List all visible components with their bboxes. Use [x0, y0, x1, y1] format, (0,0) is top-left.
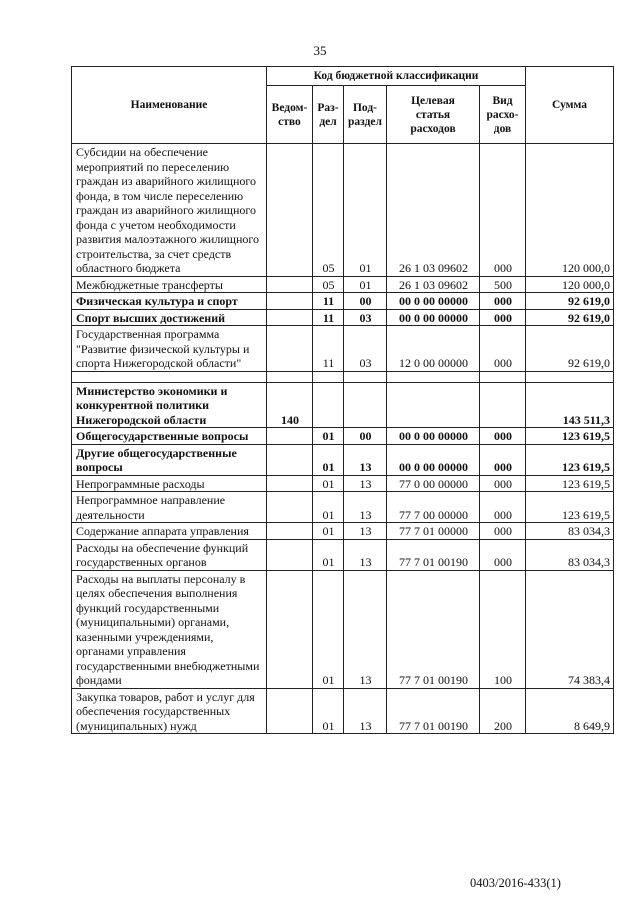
- cell-target-item: 77 7 00 00000: [387, 492, 480, 523]
- header-department-label: Ведом- ство: [271, 101, 308, 128]
- cell-name: Расходы на выплаты персоналу в целях обеспечения выполнения функций государственными (муниципальными) органами, казенными учреждениями, органами управления государственными внебюджетными фондами: [72, 570, 267, 688]
- cell-target-item: 77 7 01 00190: [387, 688, 480, 734]
- cell-department: [267, 144, 313, 277]
- cell-department: [267, 570, 313, 688]
- table-row: [72, 309, 614, 326]
- cell-subsection: [344, 382, 387, 428]
- cell-department: [267, 475, 313, 492]
- document-code: 0403/2016-433(1): [470, 876, 561, 890]
- spacer-cell: [267, 371, 313, 382]
- table-row: [72, 382, 614, 428]
- cell-expense-type: 000: [480, 523, 526, 540]
- cell-name: Межбюджетные трансферты: [72, 276, 267, 293]
- cell-subsection: 00: [344, 428, 387, 445]
- table-row: [72, 475, 614, 492]
- cell-expense-type: 000: [480, 428, 526, 445]
- cell-subsection: 00: [344, 293, 387, 310]
- cell-subsection: 13: [344, 444, 387, 475]
- table-row: [72, 428, 614, 445]
- cell-section: 05: [313, 144, 344, 277]
- cell-subsection: 13: [344, 539, 387, 570]
- header-amount: Сумма: [526, 67, 614, 144]
- table-row: [72, 444, 614, 475]
- cell-section: [313, 382, 344, 428]
- cell-expense-type: 000: [480, 144, 526, 277]
- table-row: [72, 276, 614, 293]
- cell-amount: 92 619,0: [526, 293, 614, 310]
- cell-name: Непрограммное направление деятельности: [72, 492, 267, 523]
- cell-subsection: 13: [344, 475, 387, 492]
- cell-section: 11: [313, 293, 344, 310]
- cell-subsection: 01: [344, 276, 387, 293]
- cell-target-item: 77 7 01 00190: [387, 539, 480, 570]
- cell-amount: 120 000,0: [526, 144, 614, 277]
- cell-department: [267, 293, 313, 310]
- cell-expense-type: 000: [480, 539, 526, 570]
- cell-name: Государственная программа "Развитие физической культуры и спорта Нижегородской области": [72, 326, 267, 372]
- cell-expense-type: [480, 382, 526, 428]
- cell-name: Министерство экономики и конкурентной политики Нижегородской области: [72, 382, 267, 428]
- cell-target-item: 00 0 00 00000: [387, 428, 480, 445]
- cell-target-item: 77 0 00 00000: [387, 475, 480, 492]
- header-subsection-label: Под- раздел: [348, 101, 382, 128]
- cell-subsection: 13: [344, 688, 387, 734]
- cell-amount: 74 383,4: [526, 570, 614, 688]
- cell-amount: 8 649,9: [526, 688, 614, 734]
- cell-department: [267, 309, 313, 326]
- spacer-cell: [480, 371, 526, 382]
- cell-subsection: 13: [344, 570, 387, 688]
- cell-target-item: 77 7 01 00000: [387, 523, 480, 540]
- budget-table: [71, 66, 614, 734]
- cell-target-item: 12 0 00 00000: [387, 326, 480, 372]
- header-expense-type-label: Вид расхо- дов: [486, 94, 519, 135]
- cell-name: Расходы на обеспечение функций государственных органов: [72, 539, 267, 570]
- cell-section: 01: [313, 570, 344, 688]
- cell-expense-type: 000: [480, 475, 526, 492]
- cell-department: [267, 539, 313, 570]
- table-row: [72, 570, 614, 688]
- cell-name: Субсидии на обеспечение мероприятий по переселению граждан из аварийного жилищного фонда, в том числе переселению граждан из аварийного жилищного фонда с учетом необходимости развития малоэтажного жилищного строительства, за счет средств областного бюджета: [72, 144, 267, 277]
- cell-section: 01: [313, 475, 344, 492]
- cell-amount: 123 619,5: [526, 475, 614, 492]
- header-target-item-label: Целевая статья расходов: [410, 94, 456, 135]
- cell-department: [267, 276, 313, 293]
- cell-expense-type: 000: [480, 309, 526, 326]
- cell-expense-type: 500: [480, 276, 526, 293]
- cell-department: [267, 523, 313, 540]
- cell-amount: 123 619,5: [526, 444, 614, 475]
- page-number: 35: [313, 43, 327, 58]
- table-row: [72, 539, 614, 570]
- cell-target-item: 77 7 01 00190: [387, 570, 480, 688]
- cell-amount: 143 511,3: [526, 382, 614, 428]
- cell-target-item: 26 1 03 09602: [387, 144, 480, 277]
- cell-amount: 123 619,5: [526, 492, 614, 523]
- cell-name: Закупка товаров, работ и услуг для обеспечения государственных (муниципальных) нужд: [72, 688, 267, 734]
- table-row: [72, 523, 614, 540]
- cell-subsection: 13: [344, 523, 387, 540]
- cell-expense-type: 000: [480, 492, 526, 523]
- cell-amount: 92 619,0: [526, 309, 614, 326]
- cell-name: Другие общегосударственные вопросы: [72, 444, 267, 475]
- cell-department: [267, 492, 313, 523]
- cell-subsection: 03: [344, 326, 387, 372]
- cell-section: 11: [313, 326, 344, 372]
- cell-department: [267, 326, 313, 372]
- cell-amount: 83 034,3: [526, 539, 614, 570]
- cell-target-item: [387, 382, 480, 428]
- table-body: [72, 144, 614, 734]
- cell-amount: 123 619,5: [526, 428, 614, 445]
- cell-target-item: 00 0 00 00000: [387, 293, 480, 310]
- header-name: Наименование: [72, 67, 267, 144]
- cell-target-item: 00 0 00 00000: [387, 444, 480, 475]
- cell-subsection: 01: [344, 144, 387, 277]
- table-row: [72, 688, 614, 734]
- cell-amount: 83 034,3: [526, 523, 614, 540]
- cell-name: Физическая культура и спорт: [72, 293, 267, 310]
- cell-expense-type: 000: [480, 293, 526, 310]
- cell-amount: 120 000,0: [526, 276, 614, 293]
- cell-subsection: 03: [344, 309, 387, 326]
- cell-section: 01: [313, 428, 344, 445]
- cell-target-item: 00 0 00 00000: [387, 309, 480, 326]
- header-expense-type: [480, 86, 526, 144]
- table-row: [72, 492, 614, 523]
- cell-section: 01: [313, 492, 344, 523]
- header-department: [267, 86, 313, 144]
- cell-name: Содержание аппарата управления: [72, 523, 267, 540]
- cell-department: 140: [267, 382, 313, 428]
- cell-expense-type: 200: [480, 688, 526, 734]
- header-section: [313, 86, 344, 144]
- cell-department: [267, 444, 313, 475]
- cell-section: 11: [313, 309, 344, 326]
- cell-target-item: 26 1 03 09602: [387, 276, 480, 293]
- cell-expense-type: 000: [480, 326, 526, 372]
- table-row: [72, 371, 614, 382]
- header-target-item: [387, 86, 480, 144]
- cell-department: [267, 428, 313, 445]
- table-row: [72, 293, 614, 310]
- header-classification-group: Код бюджетной классификации: [267, 67, 526, 86]
- cell-expense-type: 000: [480, 444, 526, 475]
- cell-amount: 92 619,0: [526, 326, 614, 372]
- spacer-cell: [72, 371, 267, 382]
- spacer-cell: [387, 371, 480, 382]
- cell-section: 01: [313, 523, 344, 540]
- cell-subsection: 13: [344, 492, 387, 523]
- spacer-cell: [344, 371, 387, 382]
- table-row: [72, 144, 614, 277]
- cell-section: 01: [313, 688, 344, 734]
- cell-name: Общегосударственные вопросы: [72, 428, 267, 445]
- cell-name: Спорт высших достижений: [72, 309, 267, 326]
- cell-expense-type: 100: [480, 570, 526, 688]
- cell-section: 01: [313, 444, 344, 475]
- header-subsection: [344, 86, 387, 144]
- cell-department: [267, 688, 313, 734]
- cell-section: 01: [313, 539, 344, 570]
- cell-section: 05: [313, 276, 344, 293]
- spacer-cell: [526, 371, 614, 382]
- spacer-cell: [313, 371, 344, 382]
- cell-name: Непрограммные расходы: [72, 475, 267, 492]
- header-section-label: Раз- дел: [317, 101, 339, 128]
- table-row: [72, 326, 614, 372]
